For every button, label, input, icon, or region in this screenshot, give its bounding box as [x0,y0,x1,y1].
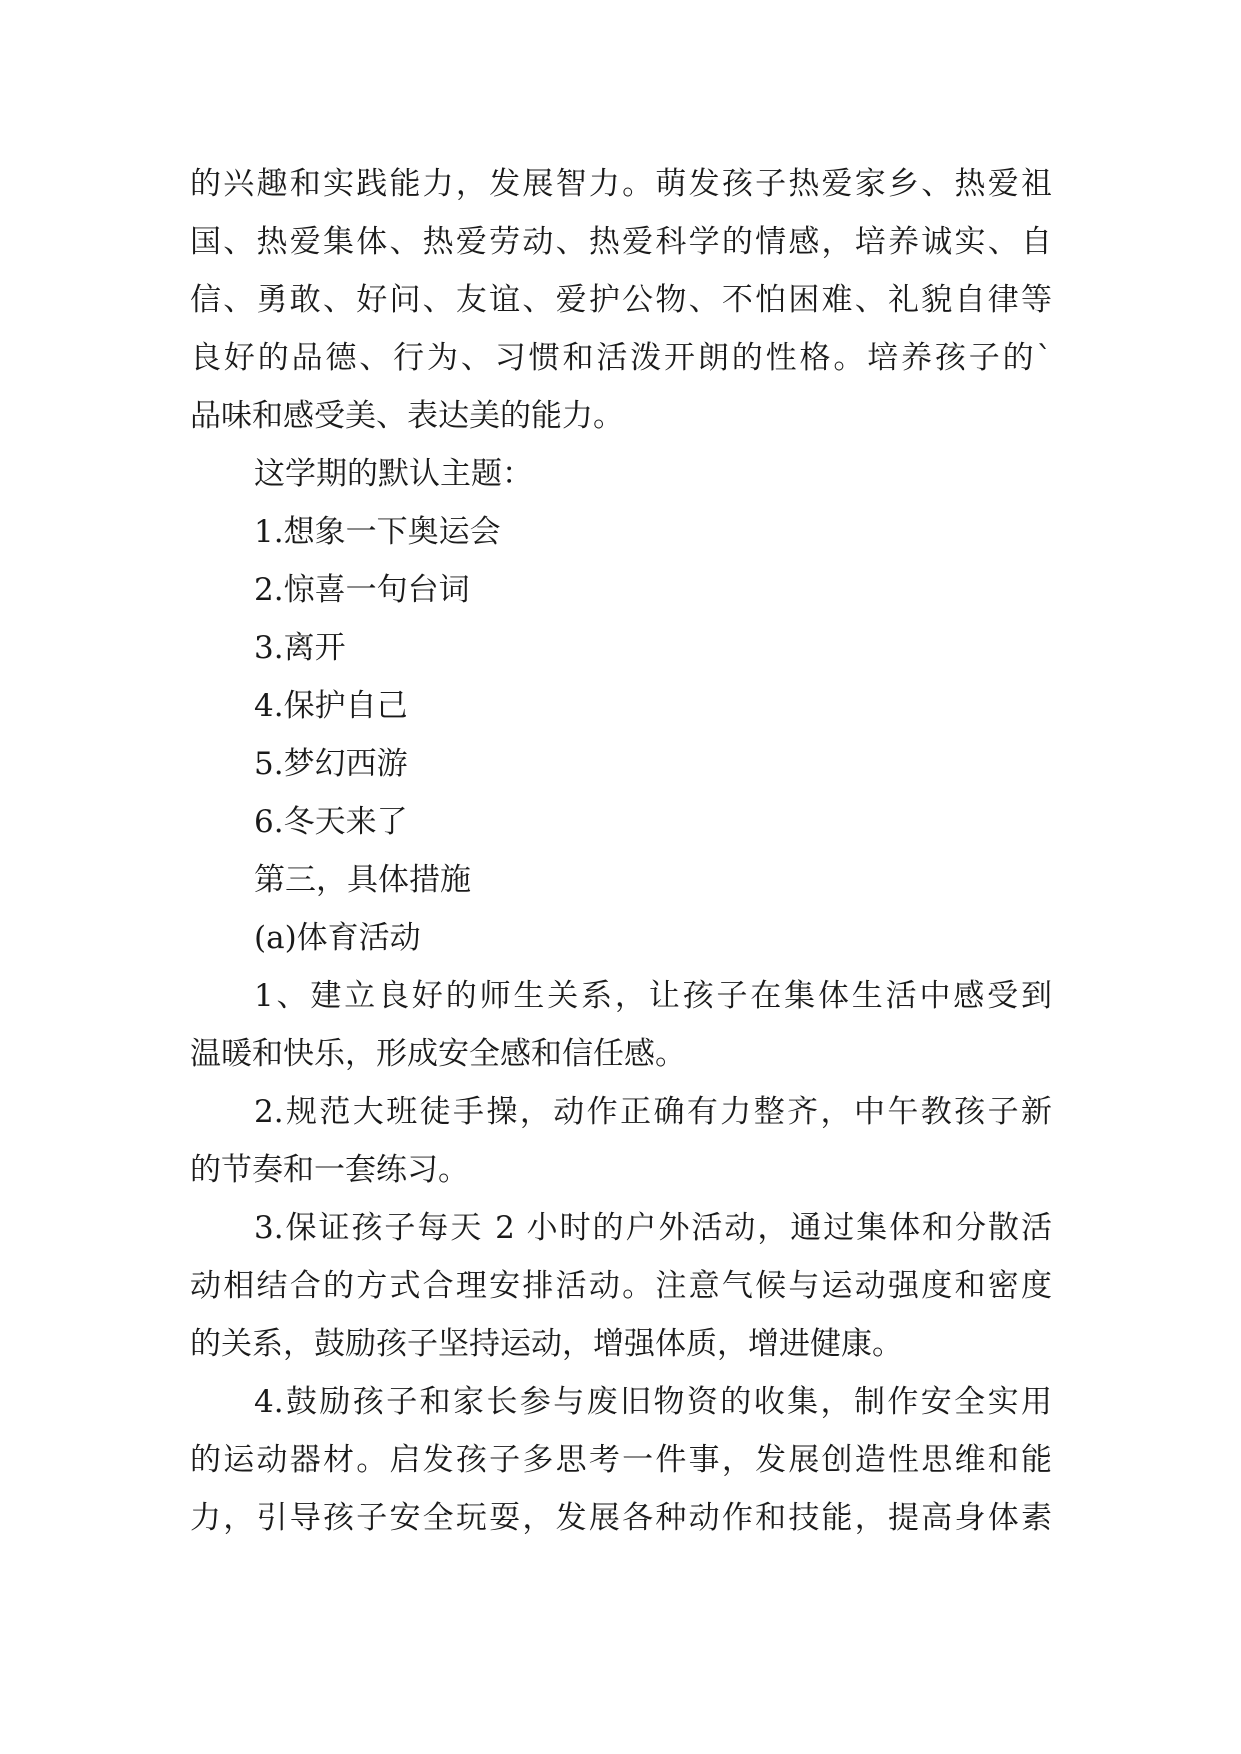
section-heading: 这学期的默认主题： [254,456,533,492]
paragraph-line: 温暖和快乐，形成安全感和信任感。 [190,1036,686,1072]
paragraph-line: 2.规范大班徒手操，动作正确有力整齐，中午教孩子新 [254,1094,1052,1130]
paragraph-line: 良好的品德、行为、习惯和活泼开朗的性格。培养孩子的` [190,340,1052,376]
list-item: 6.冬天来了 [254,804,408,840]
list-item: 1.想象一下奥运会 [254,514,501,550]
list-item: 4.保护自己 [254,688,408,724]
paragraph-line: 的兴趣和实践能力，发展智力。萌发孩子热爱家乡、热爱祖 [190,166,1052,202]
paragraph-line: 信、勇敢、好问、友谊、爱护公物、不怕困难、礼貌自律等 [190,282,1052,318]
paragraph-line: 的节奏和一套练习。 [190,1152,469,1188]
paragraph-line: 4.鼓励孩子和家长参与废旧物资的收集，制作安全实用 [254,1384,1052,1420]
paragraph-line: 1、建立良好的师生关系，让孩子在集体生活中感受到 [254,978,1052,1014]
paragraph-line: 国、热爱集体、热爱劳动、热爱科学的情感，培养诚实、自 [190,224,1052,260]
paragraph-line: 的运动器材。启发孩子多思考一件事，发展创造性思维和能 [190,1442,1052,1478]
paragraph-line: 3.保证孩子每天 2 小时的户外活动，通过集体和分散活 [254,1210,1052,1246]
list-item: 3.离开 [254,630,346,666]
subsection-heading: (a)体育活动 [254,920,421,956]
list-item: 2.惊喜一句台词 [254,572,470,608]
section-heading: 第三，具体措施 [254,862,471,898]
paragraph-line: 品味和感受美、表达美的能力。 [190,398,624,434]
paragraph-line: 的关系，鼓励孩子坚持运动，增强体质，增进健康。 [190,1326,903,1362]
list-item: 5.梦幻西游 [254,746,408,782]
paragraph-line: 力，引导孩子安全玩耍，发展各种动作和技能，提高身体素 [190,1500,1052,1536]
paragraph-line: 动相结合的方式合理安排活动。注意气候与运动强度和密度 [190,1268,1052,1304]
